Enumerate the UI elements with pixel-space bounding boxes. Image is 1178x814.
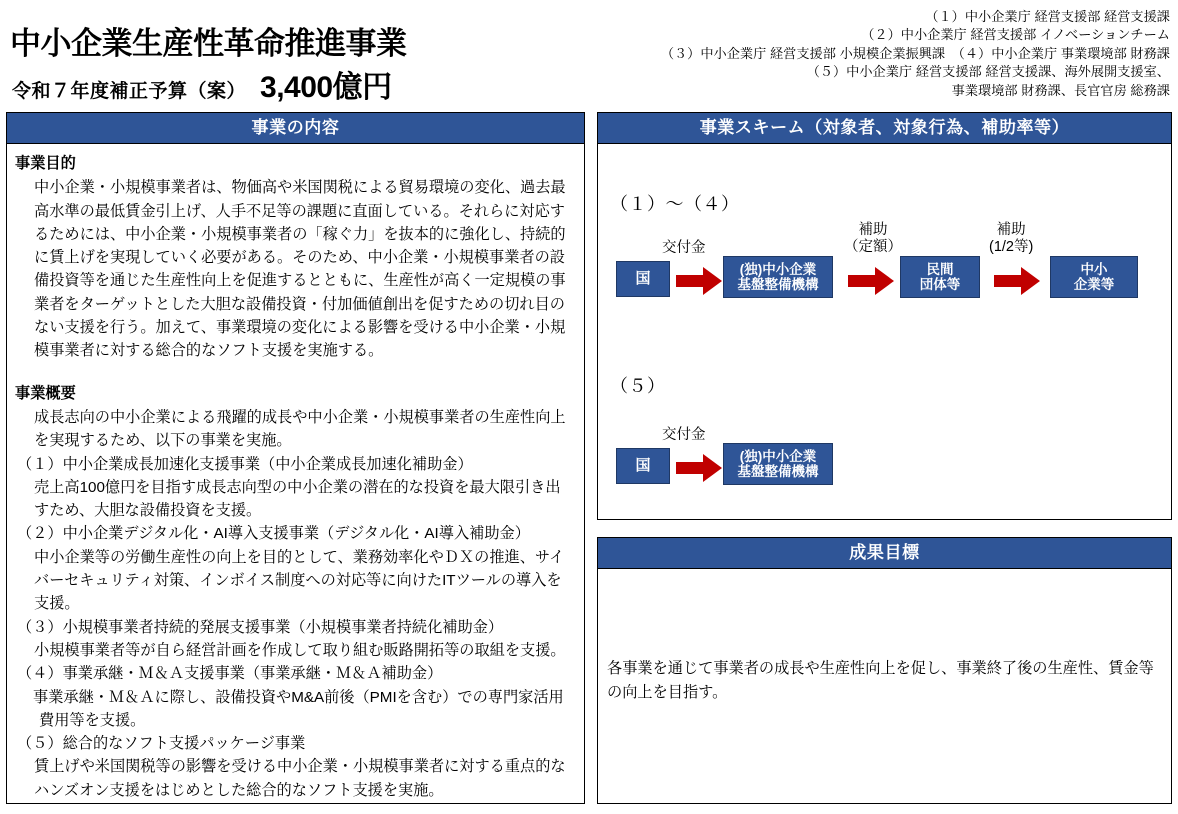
overview-item-3-head: （３）小規模事業者持続的発展支援事業（小規模事業者持続化補助金） bbox=[17, 618, 503, 636]
outcome-text: 各事業を通じて事業者の成長や生産性向上を促し、事業終了後の生産性、賃金等の向上を目指す。 bbox=[607, 660, 1154, 701]
page-title: 中小企業生産性革命推進事業 bbox=[10, 26, 407, 61]
flow-box-smrj-1-line2: 基盤整備機構 bbox=[737, 277, 819, 292]
flow-caption-subsidy-half-line2: (1/2等) bbox=[989, 239, 1034, 255]
outcome-panel-body bbox=[598, 569, 1171, 804]
overview-item-5-body: 賃上げや米国関税等の影響を受ける中小企業・小規模事業者に対する重点的なハンズオン支援をはじめとした総合的なソフト支援を実施。 bbox=[34, 758, 566, 799]
arrow-subsidy-half-icon bbox=[994, 266, 1040, 296]
scheme-group-label-5: （５） bbox=[610, 376, 666, 396]
overview-item-2-body: 中小企業等の労働生産性の向上を目的として、業務効率化やＤＸの推進、サイバーセキュリティ対策、インボイス制度への対応等に向けたITツールの導入を支援。 bbox=[34, 548, 565, 613]
purpose-title: 事業目的 bbox=[15, 155, 76, 172]
budget-amount: 3,400億円 bbox=[260, 71, 392, 104]
flow-box-smrj-5-line1: (独)中小企業 bbox=[739, 448, 817, 464]
overview-item-4-body: 事業承継・Ｍ＆Ａに際し、設備投資やM&A前後（PMIを含む）での専門家活用費用等を支援。 bbox=[33, 688, 564, 729]
flow-box-smrj-5-line2: 基盤整備機構 bbox=[737, 464, 819, 479]
flow-box-country-1-label: 国 bbox=[635, 270, 651, 288]
scheme-panel-body bbox=[598, 144, 1171, 520]
flow-box-private-line2: 団体等 bbox=[919, 277, 961, 292]
budget-line bbox=[12, 62, 392, 106]
overview-lead: 成長志向の中小企業による飛躍的成長や中小企業・小規模事業者の生産性向上を実現するため、以下の事業を実施。 bbox=[34, 408, 566, 450]
flow-caption-subsidy-fixed bbox=[844, 222, 902, 256]
department-line-1: （１）中小企業庁 経営支援部 経営支援課 bbox=[925, 9, 1170, 24]
content-panel-header: 事業の内容 bbox=[7, 113, 584, 144]
flow-caption-subsidy-fixed-line1: 補助 bbox=[858, 222, 888, 238]
flow-box-private-line1: 民間 bbox=[926, 261, 954, 277]
scheme-panel-header: 事業スキーム（対象者、対象行為、補助率等） bbox=[598, 113, 1171, 144]
content-panel bbox=[6, 112, 585, 804]
flow-caption-subsidy-half bbox=[989, 222, 1033, 256]
content-panel-body bbox=[7, 144, 584, 802]
overview-item-5-head: （５）総合的なソフト支援パッケージ事業 bbox=[17, 735, 306, 753]
department-line-2: （２）中小企業庁 経営支援部 イノベーションチーム bbox=[861, 27, 1170, 43]
flow-box-country-1 bbox=[616, 261, 670, 297]
outcome-panel-header: 成果目標 bbox=[598, 538, 1171, 569]
arrow-grant-1-icon bbox=[676, 266, 722, 296]
department-list bbox=[550, 8, 1170, 100]
department-line-3: （３）中小企業庁 経営支援部 小規模企業振興課 （４）中小企業庁 事業環境部 財務課 bbox=[660, 45, 1170, 61]
flow-box-sme-line1: 中小 bbox=[1080, 261, 1108, 277]
flow-box-smrj-1-line1: (独)中小企業 bbox=[739, 261, 817, 277]
overview-item-2-head: （２）中小企業デジタル化・AI導入支援事業（デジタル化・AI導入補助金） bbox=[17, 525, 530, 543]
flow-box-sme bbox=[1050, 256, 1138, 298]
scheme-panel bbox=[597, 112, 1172, 520]
flow-caption-subsidy-fixed-line2: （定額） bbox=[844, 239, 902, 255]
flow-box-smrj-1 bbox=[723, 256, 833, 298]
overview-item-1-body: 売上高100億円を目指す成長志向型の中小企業の潜在的な投資を最大限引き出すため、大胆な設備投資を支援。 bbox=[34, 478, 561, 520]
department-line-5: 事業環境部 財務課、長官官房 総務課 bbox=[951, 82, 1170, 98]
flow-caption-grant-5: 交付金 bbox=[662, 427, 706, 443]
purpose-text: 中小企業・小規模事業者は、物価高や米国関税による貿易環境の変化、過去最高水準の最低賃金引上げ、人手不足等の課題に直面している。それらに対応するためには、中小企業・小規模事業者の「稼ぐ力」を抜本的に強化し、持続的に賃上げを実現していく必要がある。そのため、中小企業・小規模事業者の設備投資等を通じた生産性向上を促進するとともに、生産性が高く一定規模の事業者をターゲットとした大胆な設備投資・付加価値創出を促すための切れ目のない支援を行う。加えて、事業環境の変化による影響を受ける中小企業・小規模事業者に対する総合的なソフト支援を実施する。 bbox=[34, 179, 566, 360]
overview-item-3-body: 小規模事業者等が自ら経営計画を作成して取り組む販路開拓等の取組を支援。 bbox=[34, 641, 566, 659]
flow-box-country-5-label: 国 bbox=[635, 457, 651, 475]
document-header bbox=[0, 0, 1178, 108]
flow-box-country-5 bbox=[616, 448, 670, 484]
flow-caption-grant-1: 交付金 bbox=[662, 240, 706, 256]
outcome-panel bbox=[597, 537, 1172, 804]
arrow-subsidy-fixed-icon bbox=[848, 266, 894, 296]
overview-item-4-head: （４）事業承継・Ｍ＆Ａ支援事業（事業承継・Ｍ＆Ａ補助金） bbox=[17, 665, 443, 683]
arrow-grant-5-icon bbox=[676, 453, 722, 483]
budget-label: 令和７年度補正予算（案） bbox=[12, 81, 247, 102]
flow-box-private bbox=[900, 256, 980, 298]
overview-item-1-head: （１）中小企業成長加速化支援事業（中小企業成長加速化補助金） bbox=[17, 455, 473, 473]
section-spacer bbox=[15, 363, 574, 382]
flow-box-smrj-5 bbox=[723, 443, 833, 485]
flow-caption-subsidy-half-line1: 補助 bbox=[996, 222, 1026, 238]
department-line-4: （５）中小企業庁 経営支援部 経営支援課、海外展開支援室、 bbox=[806, 64, 1170, 80]
flow-box-sme-line2: 企業等 bbox=[1073, 277, 1115, 292]
overview-title: 事業概要 bbox=[15, 384, 76, 402]
scheme-group-label-1-4: （１）～（４） bbox=[610, 194, 740, 214]
